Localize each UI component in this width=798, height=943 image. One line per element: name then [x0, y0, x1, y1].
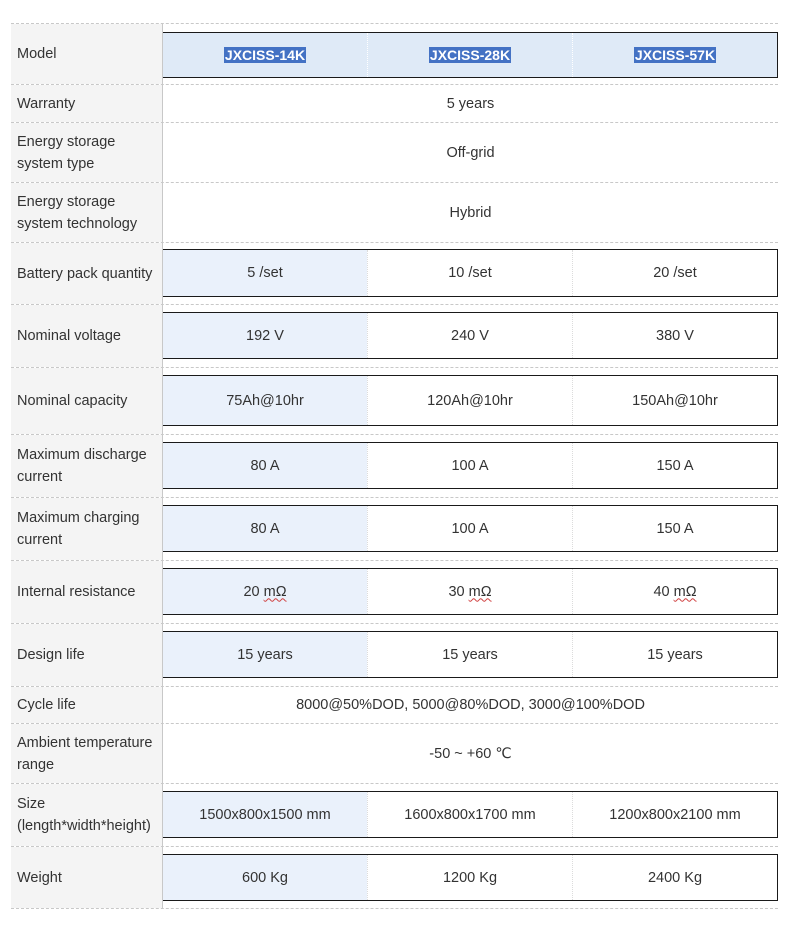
row-cycle-life	[11, 687, 778, 724]
size-1: 1500x800x1500 mm	[163, 792, 367, 837]
resistance-1	[163, 569, 367, 614]
model-name-3: JXCISS-57K	[634, 47, 716, 63]
row-size	[11, 784, 778, 847]
weight-2: 1200 Kg	[367, 855, 572, 900]
row-weight	[11, 847, 778, 909]
ambient-temp-value: -50 ~ +60 ℃	[429, 745, 512, 762]
pack-qty-2: 10 /set	[367, 250, 572, 296]
size-2: 1600x800x1700 mm	[367, 792, 572, 837]
row-nominal-capacity	[11, 368, 778, 435]
discharge-2: 100 A	[367, 443, 572, 488]
discharge-1: 80 A	[163, 443, 367, 488]
resistance-3	[572, 569, 777, 614]
capacity-3: 150Ah@10hr	[572, 376, 777, 425]
row-storage-tech	[11, 183, 778, 243]
label-pack-qty: Battery pack quantity	[11, 243, 163, 304]
row-internal-resistance	[11, 561, 778, 624]
voltage-2: 240 V	[367, 313, 572, 358]
row-max-charging	[11, 498, 778, 561]
pack-qty-1: 5 /set	[163, 250, 367, 296]
label-max-charging: Maximum charging current	[11, 498, 163, 560]
discharge-3: 150 A	[572, 443, 777, 488]
warranty-value: 5 years	[446, 95, 495, 112]
resistance-2	[367, 569, 572, 614]
spec-table	[11, 23, 778, 909]
row-design-life	[11, 624, 778, 687]
row-warranty	[11, 85, 778, 123]
label-size: Size (length*width*height)	[11, 784, 163, 846]
row-model	[11, 23, 778, 85]
design-life-1: 15 years	[163, 632, 367, 677]
size-3: 1200x800x2100 mm	[572, 792, 777, 837]
row-storage-type	[11, 123, 778, 183]
row-max-discharge	[11, 435, 778, 498]
model-name-1: JXCISS-14K	[224, 47, 306, 63]
design-life-2: 15 years	[367, 632, 572, 677]
storage-tech-value: Hybrid	[449, 204, 492, 221]
resistance-2-num: 30	[448, 583, 465, 600]
weight-1: 600 Kg	[163, 855, 367, 900]
label-nominal-capacity: Nominal capacity	[11, 368, 163, 434]
label-storage-type: Energy storage system type	[11, 123, 163, 182]
resistance-1-num: 20	[243, 583, 260, 600]
cycle-life-value: 8000@50%DOD, 5000@80%DOD, 3000@100%DOD	[296, 697, 645, 713]
label-storage-tech: Energy storage system technology	[11, 183, 163, 242]
label-warranty: Warranty	[11, 85, 163, 122]
label-max-discharge: Maximum discharge current	[11, 435, 163, 497]
row-ambient-temp	[11, 724, 778, 784]
weight-3: 2400 Kg	[572, 855, 777, 900]
model-cell-3	[572, 33, 777, 77]
model-name-2: JXCISS-28K	[429, 47, 511, 63]
model-cell-1	[163, 33, 367, 77]
label-design-life: Design life	[11, 624, 163, 686]
capacity-2: 120Ah@10hr	[367, 376, 572, 425]
model-cell-2	[367, 33, 572, 77]
row-nominal-voltage	[11, 305, 778, 368]
resistance-3-num: 40	[653, 583, 670, 600]
label-model: Model	[11, 24, 163, 84]
voltage-3: 380 V	[572, 313, 777, 358]
resistance-1-unit: mΩ	[263, 583, 287, 600]
charging-1: 80 A	[163, 506, 367, 551]
pack-qty-3: 20 /set	[572, 250, 777, 296]
label-cycle-life: Cycle life	[11, 687, 163, 723]
storage-type-value: Off-grid	[446, 144, 495, 161]
row-pack-qty	[11, 243, 778, 305]
label-nominal-voltage: Nominal voltage	[11, 305, 163, 367]
capacity-1: 75Ah@10hr	[163, 376, 367, 425]
label-ambient-temp: Ambient temperature range	[11, 724, 163, 783]
resistance-2-unit: mΩ	[468, 583, 492, 600]
label-internal-resistance: Internal resistance	[11, 561, 163, 623]
resistance-3-unit: mΩ	[673, 583, 697, 600]
design-life-3: 15 years	[572, 632, 777, 677]
charging-2: 100 A	[367, 506, 572, 551]
label-weight: Weight	[11, 847, 163, 908]
charging-3: 150 A	[572, 506, 777, 551]
voltage-1: 192 V	[163, 313, 367, 358]
